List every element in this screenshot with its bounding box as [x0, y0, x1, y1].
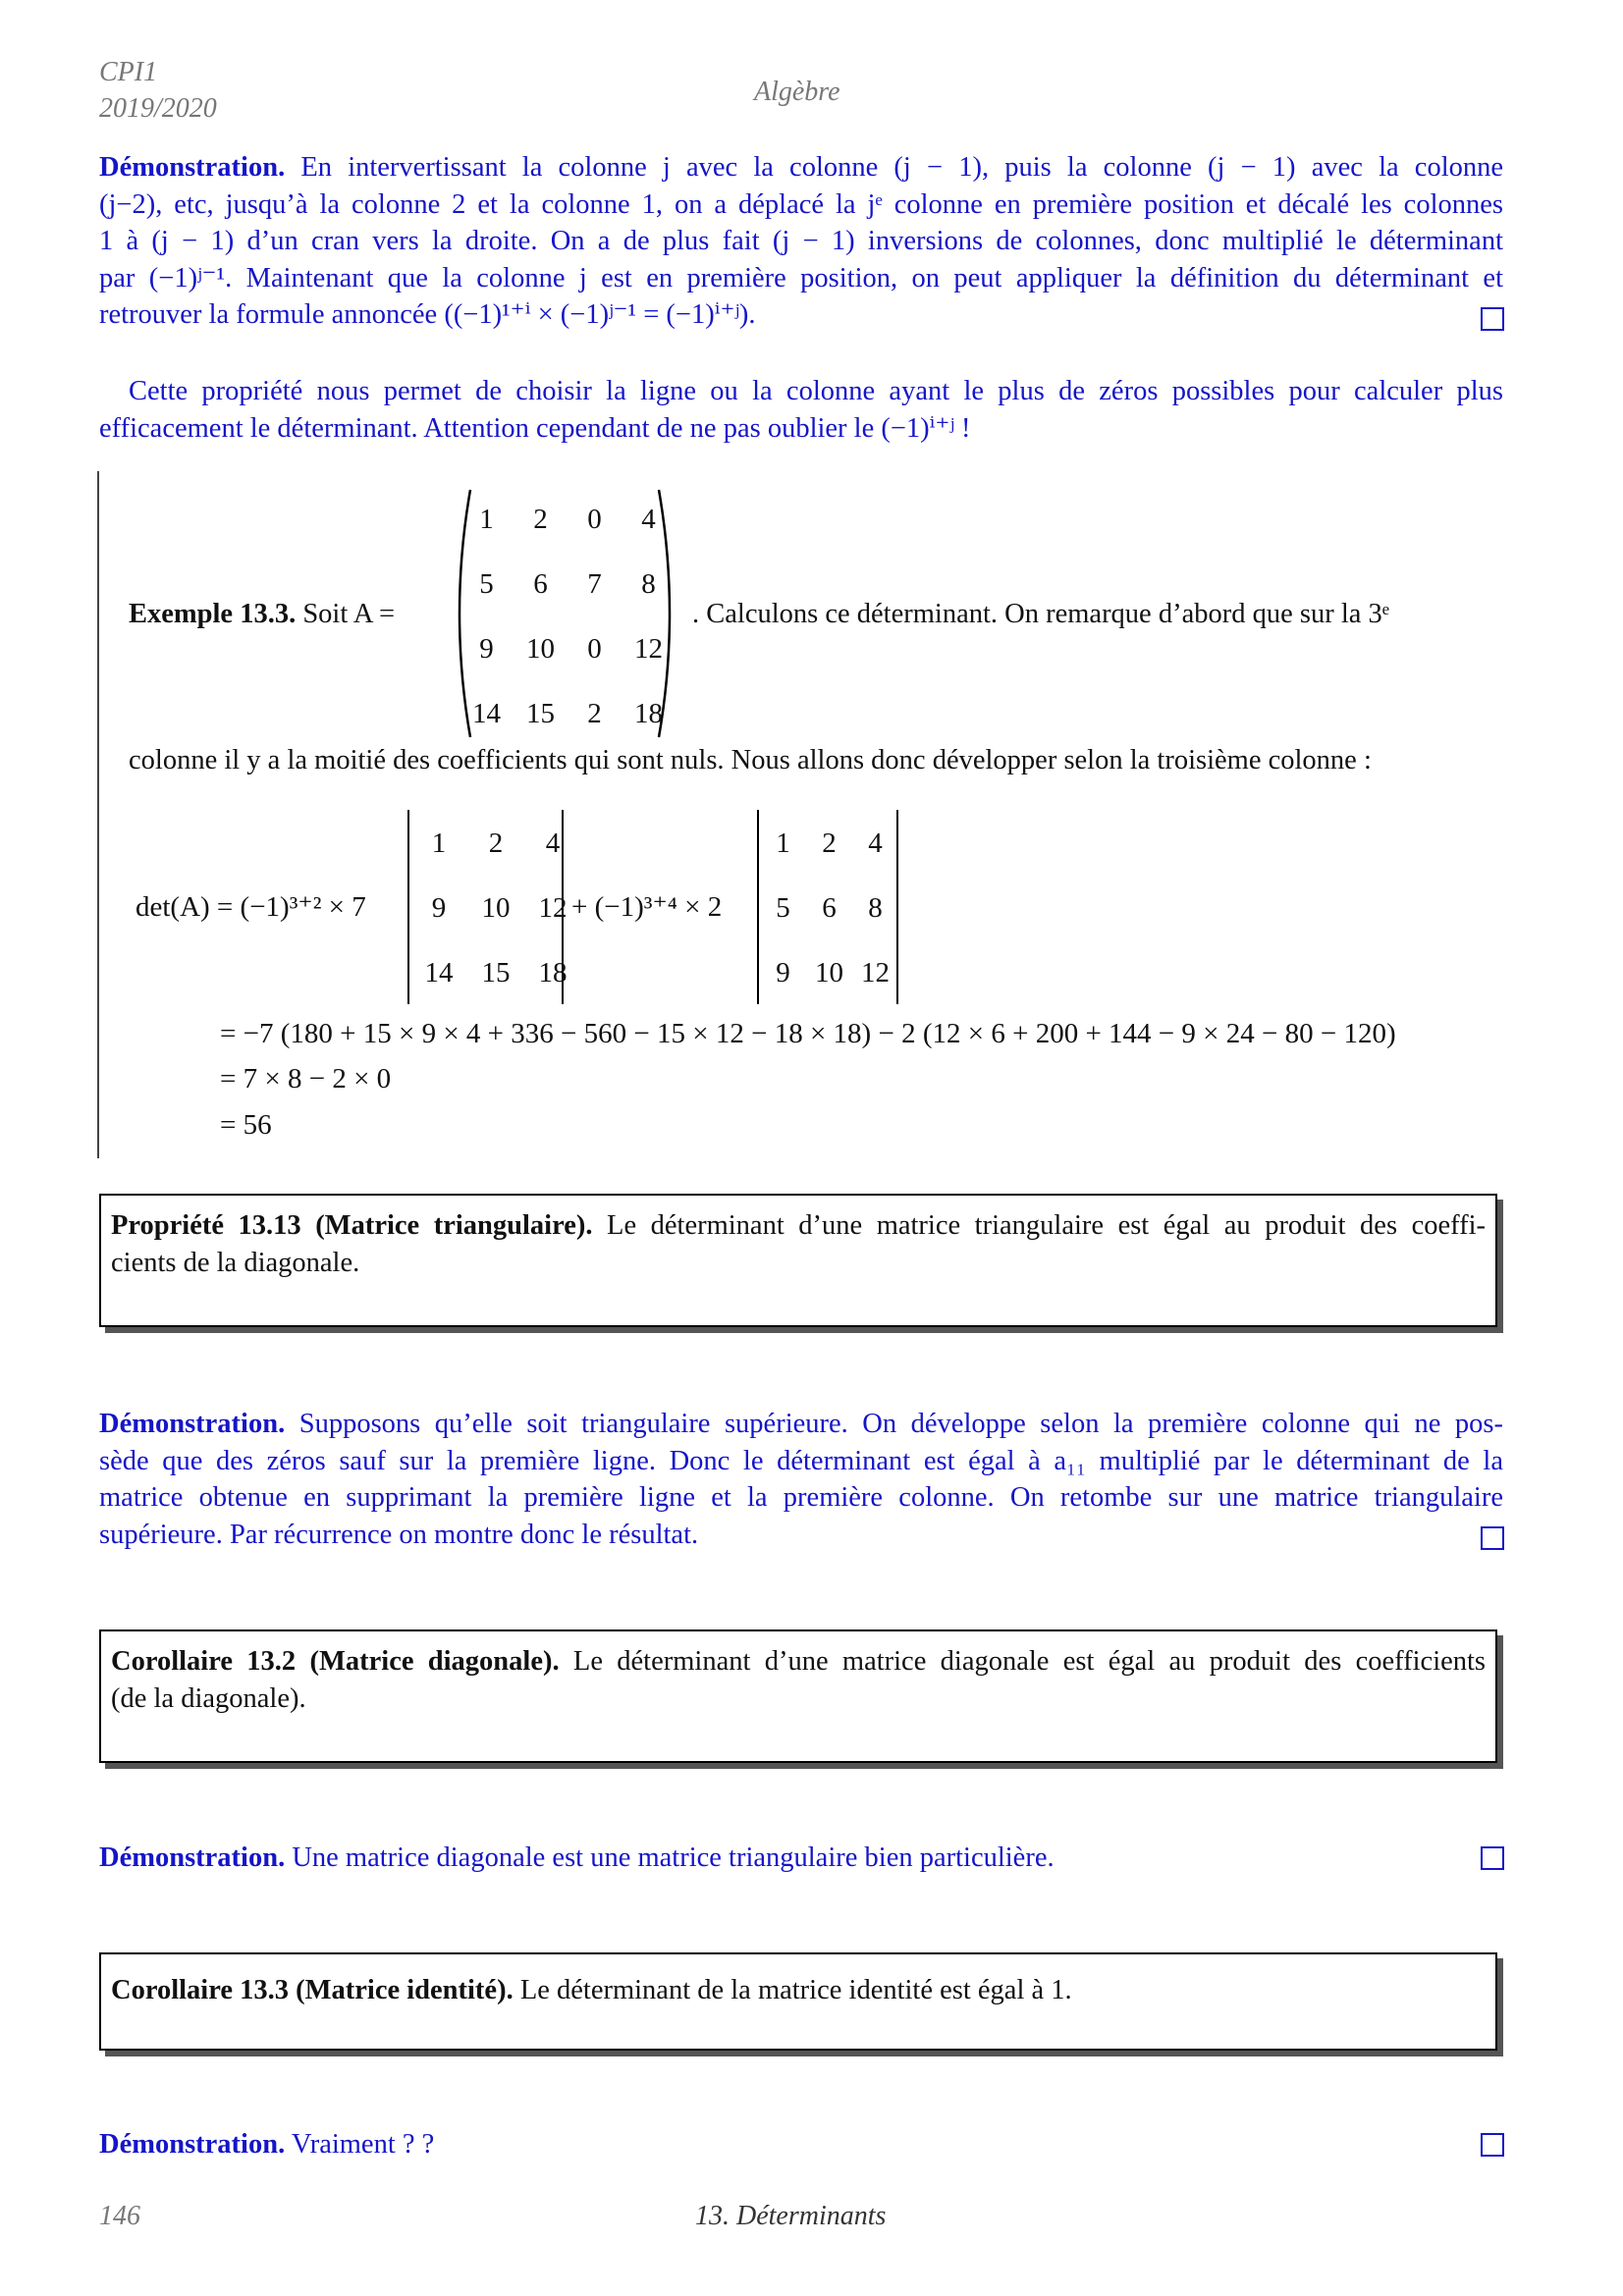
demo4-text: Vraiment ? ?: [291, 2129, 435, 2160]
minor-1-cell: 18: [538, 957, 568, 988]
minor-2-cell: 1: [776, 828, 790, 859]
minor-1-cell: 1: [431, 828, 447, 859]
demo1-label: Démonstration.: [99, 152, 286, 183]
qed-square-icon: [1481, 307, 1504, 331]
minor2-left-bar: [757, 810, 759, 1004]
demo2-line4: supérieure. Par récurrence on montre donc le résultat.: [99, 1519, 699, 1550]
header-year: 2019/2020: [99, 93, 217, 124]
example-rule: [97, 471, 99, 1158]
matrix-a-cell: 5: [479, 568, 494, 600]
qed-square-icon: [1481, 1846, 1504, 1870]
demo1-line1: En intervertissant la colonne j avec la colonne (j − 1), puis la colonne (j − 1) avec la colonne: [300, 152, 1504, 183]
demo3-label: Démonstration.: [99, 1842, 286, 1873]
minor-2-cell: 10: [815, 957, 843, 988]
property-box: [99, 1194, 1497, 1327]
det-mid: + (−1)³⁺⁴ × 2: [571, 891, 723, 923]
matrix-a-cell: 2: [533, 504, 548, 535]
matrix-a-cell: 1: [479, 504, 494, 535]
minor-1-cell: 9: [431, 892, 447, 924]
remark-block: [99, 373, 1503, 447]
minor-2-cell: 9: [776, 957, 790, 988]
matrix-a-cell: 0: [587, 633, 602, 665]
header-subject: Algèbre: [754, 77, 840, 107]
minor-2-cell: 12: [861, 957, 890, 988]
minor-2-cell: 8: [868, 892, 883, 924]
demo3-block: [99, 1840, 1055, 1877]
remark-line2: efficacement le déterminant. Attention cependant de ne pas oublier le (−1)ⁱ⁺ʲ !: [99, 412, 971, 444]
matrix-a-cell: 7: [587, 568, 602, 600]
example-continued: colonne il y a la moitié des coefficients qui sont nuls. Nous allons donc développer selon la troisième colonne :: [129, 745, 1372, 775]
corollary-3-box: [99, 1952, 1497, 2051]
det-lhs: det(A) = (−1)³⁺² × 7: [135, 891, 366, 923]
matrix-a-cell: 15: [526, 698, 555, 729]
corollary-2-box: [99, 1629, 1497, 1763]
det-step3: = 56: [220, 1109, 272, 1141]
prop-text2: cients de la diagonale.: [111, 1248, 360, 1278]
header-course: CPI1: [99, 57, 158, 87]
matrix-a-cell: 4: [641, 504, 656, 535]
remark-line1: Cette propriété nous permet de choisir la ligne ou la colonne ayant le plus de zéros possibles pour calculer plus: [129, 376, 1503, 406]
example-label: Exemple 13.3.: [129, 599, 297, 629]
demo2-label: Démonstration.: [99, 1409, 286, 1439]
footer-chapter: 13. Déterminants: [695, 2201, 887, 2231]
prop-title: Propriété 13.13 (Matrice triangulaire).: [111, 1210, 593, 1241]
demo4-label: Démonstration.: [99, 2129, 286, 2160]
demo1-line3: 1 à (j − 1) d’un cran vers la droite. On a de plus fait (j − 1) inversions de colonnes, donc multiplié le déterminant: [99, 226, 1503, 256]
minor-2-cell: 2: [822, 828, 837, 859]
minor-2-cell: 5: [776, 892, 790, 924]
matrix-a-cell: 14: [472, 698, 501, 729]
footer-page-number: 146: [99, 2201, 140, 2231]
minor-1-cell: 10: [481, 892, 511, 924]
matrix-a-cell: 6: [533, 568, 548, 600]
demo2-line1: Supposons qu’elle soit triangulaire supérieure. On développe selon la première colonne qui ne pos-: [298, 1409, 1503, 1439]
example-intro: [129, 596, 395, 633]
demo4-block: [99, 2126, 434, 2163]
demo2-block: [99, 1406, 1503, 1553]
demo2-line2: sède que des zéros sauf sur la première ligne. Donc le déterminant est égal à a₁₁ multiplié par le déterminant de la: [99, 1445, 1503, 1476]
cor3-title: Corollaire 13.3 (Matrice identité).: [111, 1975, 514, 2005]
minor-1-cell: 15: [481, 957, 511, 988]
demo1-line4: par (−1)ʲ⁻¹. Maintenant que la colonne j est en première position, on peut appliquer la définition du déterminant et: [99, 262, 1503, 294]
cor2-title: Corollaire 13.2 (Matrice diagonale).: [111, 1646, 560, 1677]
matrix-a-cell: 10: [526, 633, 555, 665]
minor-1-cell: 14: [424, 957, 454, 988]
qed-square-icon: [1481, 2133, 1504, 2157]
demo1-line2: (j−2), etc, jusqu’à la colonne 2 et la colonne 1, on a déplacé la jᵉ colonne en première position et décalé les colonnes: [99, 188, 1503, 220]
example-after-matrix: . Calculons ce déterminant. On remarque d’abord que sur la 3ᵉ: [692, 599, 1390, 629]
matrix-a-cell: 18: [634, 698, 663, 729]
cor3-text: Le déterminant de la matrice identité est égal à 1.: [519, 1975, 1072, 2005]
demo2-line3: matrice obtenue en supprimant la première ligne et la première colonne. On retombe sur une matrice triangulaire: [99, 1482, 1503, 1513]
qed-square-icon: [1481, 1526, 1504, 1550]
example-soit: Soit A =: [302, 599, 396, 629]
matrix-a-cell: 9: [479, 633, 494, 665]
minor-1-cell: 12: [538, 892, 568, 924]
matrix-a-cell: 12: [634, 633, 663, 665]
det-step1: = −7 (180 + 15 × 9 × 4 + 336 − 560 − 15 × 12 − 18 × 18) − 2 (12 × 6 + 200 + 144 − 9 × 24 − 80 − 120): [220, 1018, 1396, 1049]
matrix-a-cell: 0: [587, 504, 602, 535]
cor2-text2: (de la diagonale).: [111, 1683, 306, 1714]
minor-2-cell: 4: [868, 828, 883, 859]
minor-2-cell: 6: [822, 892, 837, 924]
demo3-text: Une matrice diagonale est une matrice triangulaire bien particulière.: [292, 1842, 1055, 1873]
demo1-block: [99, 149, 1503, 334]
cor2-text1: Le déterminant d’une matrice diagonale est égal au produit des coefficients: [572, 1646, 1487, 1677]
demo1-line5: retrouver la formule annoncée ((−1)¹⁺ⁱ × (−1)ʲ⁻¹ = (−1)ⁱ⁺ʲ).: [99, 299, 756, 330]
minor-1-cell: 2: [488, 828, 504, 859]
matrix-a-cell: 8: [641, 568, 656, 600]
minor1-left-bar: [407, 810, 409, 1004]
det-step2: = 7 × 8 − 2 × 0: [220, 1063, 392, 1095]
prop-text1: Le déterminant d’une matrice triangulaire est égal au produit des coeffi-: [607, 1210, 1487, 1241]
minor-1-cell: 4: [545, 828, 561, 859]
matrix-a-cell: 2: [587, 698, 602, 729]
